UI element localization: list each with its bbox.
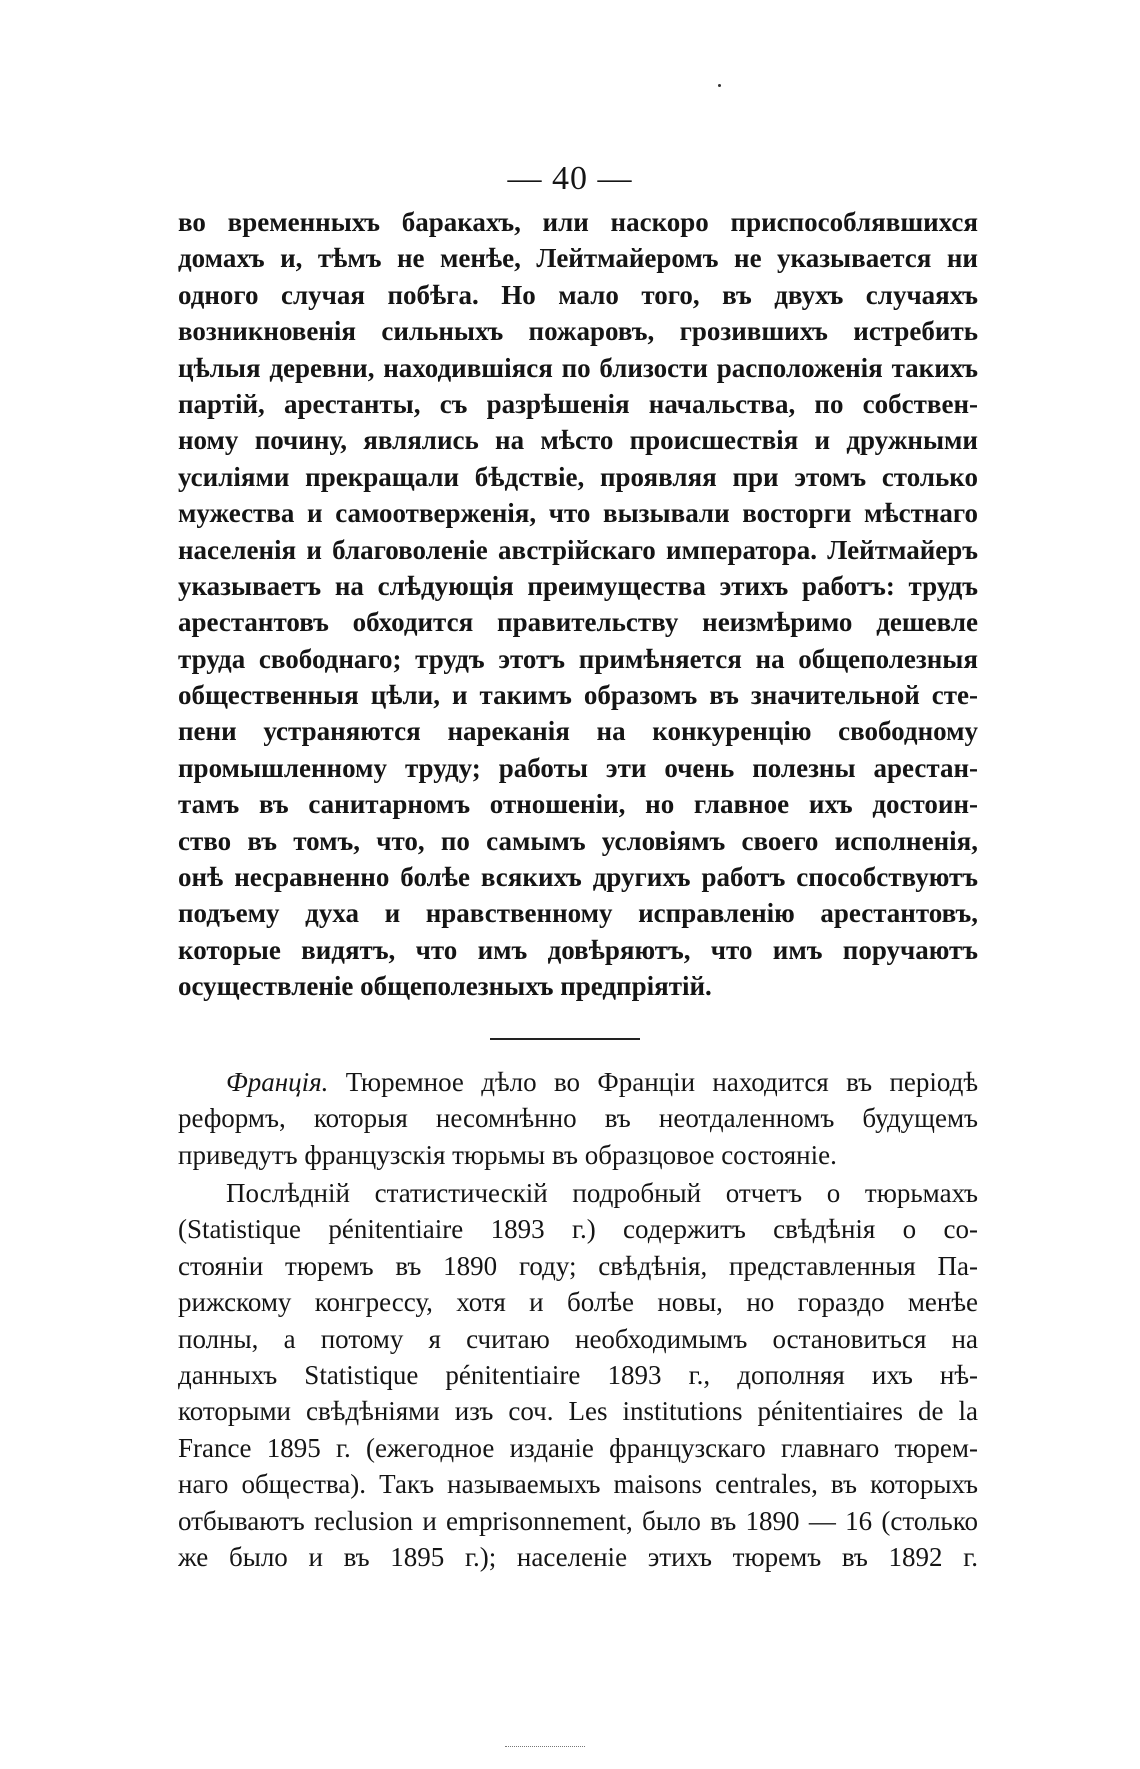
paragraph-austria-labor: [178, 204, 978, 1005]
page-number: — 40 —: [507, 160, 633, 197]
text-line: рижскому конгрессу, хотя и болѣе новы, но гораздо менѣе: [178, 1287, 978, 1318]
text-line: Послѣдній статистическій подробный отчетъ о тюрьмахъ: [226, 1178, 978, 1208]
paragraph-france-statistics: [178, 1175, 978, 1575]
text-line: реформъ, которыя несомнѣнно въ неотдаленномъ будущемъ: [178, 1103, 978, 1134]
text-line: тамъ въ санитарномъ отношеніи, но главное ихъ достоин-: [178, 789, 978, 820]
scan-speck: [718, 84, 721, 87]
text-line: пени устраняются нареканія на конкуренцію свободному: [178, 716, 978, 747]
text-line: данныхъ Statistique pénitentiaire 1893 г., дополняя ихъ нѣ-: [178, 1359, 978, 1390]
text-line: которыми свѣдѣніями изъ соч. Les institutions pénitentiaires de la: [178, 1396, 978, 1427]
text-line: арестантовъ обходится правительству неизмѣримо дешевле: [178, 607, 978, 638]
text-line: усиліями прекращали бѣдствіе, проявляя при этомъ столько: [178, 461, 978, 492]
text-line: France 1895 г. (ежегодное изданіе французскаго главнаго тюрем-: [178, 1432, 978, 1463]
text-line: ному почину, являлись на мѣсто происшествія и дружными: [178, 425, 978, 456]
text-line: промышленному труду; работы эти очень полезны арестан-: [178, 752, 978, 783]
text-line: во временныхъ баракахъ, или наскоро приспособлявшихся: [178, 207, 978, 237]
text-line: которые видятъ, что имъ довѣряютъ, что имъ поручаютъ: [178, 934, 978, 965]
text-line: осуществленіе общеполезныхъ предпріятій.: [178, 971, 712, 1002]
text-line: [178, 1064, 978, 1100]
text-line: полны, а потому я считаю необходимымъ остановиться на: [178, 1323, 978, 1354]
text-line: населенія и благоволеніе австрійскаго императора. Лейтмайеръ: [178, 534, 978, 565]
text-line: домахъ и, тѣмъ не менѣе, Лейтмайеромъ не указывается ни: [178, 243, 978, 274]
scan-artifact-mark: [505, 1746, 585, 1747]
text-line: цѣлыя деревни, находившіяся по близости расположенія такихъ: [178, 352, 978, 383]
text-fragment: Тюремное дѣло во Франціи находится въ періодѣ: [345, 1067, 978, 1097]
text-line: возникновенія сильныхъ пожаровъ, грозившихъ истребить: [178, 316, 978, 347]
text-line: (Statistique pénitentiaire 1893 г.) содержитъ свѣдѣнія о со-: [178, 1214, 978, 1245]
text-line: стояніи тюремъ въ 1890 году; свѣдѣнія, представленныя Па-: [178, 1250, 978, 1281]
section-divider: [490, 1038, 640, 1040]
text-line: ство въ томъ, что, по самымъ условіямъ своего исполненія,: [178, 825, 978, 856]
text-line: онѣ несравненно болѣе всякихъ другихъ работъ способствуютъ: [178, 862, 978, 893]
text-line: приведутъ французскія тюрьмы въ образцовое состояніе.: [178, 1139, 837, 1170]
text-line: партій, арестанты, съ разрѣшенія начальства, по собствен-: [178, 388, 978, 419]
text-line: наго общества). Такъ называемыхъ maisons centrales, въ которыхъ: [178, 1469, 978, 1500]
section-heading-france: Франція.: [226, 1067, 329, 1097]
text-line: отбываютъ reclusion и emprisonnement, было въ 1890 — 16 (столько: [178, 1505, 978, 1536]
text-line: указываетъ на слѣдующія преимущества этихъ работъ: трудъ: [178, 570, 978, 601]
text-line: подъему духа и нравственному исправленію арестантовъ,: [178, 898, 978, 929]
text-line: же было и въ 1895 г.); населеніе этихъ тюремъ въ 1892 г.: [178, 1541, 978, 1572]
text-line: общественныя цѣли, и такимъ образомъ въ значительной сте-: [178, 680, 978, 711]
text-line: труда свободнаго; трудъ этотъ примѣняется на общеполезныя: [178, 643, 978, 674]
text-line: одного случая побѣга. Но мало того, въ двухъ случаяхъ: [178, 279, 978, 310]
paragraph-france-intro: [178, 1064, 978, 1173]
text-line: мужества и самоотверженія, что вызывали восторги мѣстнаго: [178, 498, 978, 529]
